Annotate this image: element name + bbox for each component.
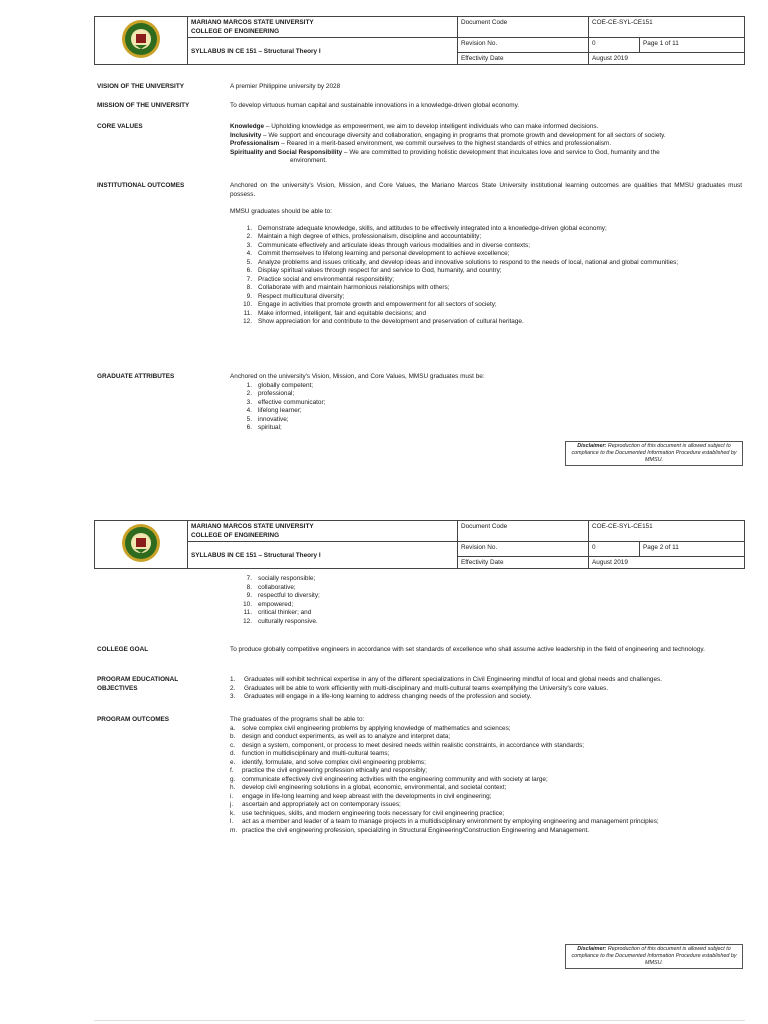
list-item-text: respectful to diversity; [258, 592, 320, 599]
list-marker: 3. [246, 398, 252, 406]
list-item-text: solve complex civil engineering problems by applying knowledge of mathematics and sciences; [242, 724, 511, 732]
list-item-text: innovative; [258, 415, 289, 423]
list-item-text: design and conduct experiments, as well as to analyze and interpret data; [242, 733, 451, 740]
list-item-text: Display spiritual values through respect for and service to God, humanity, and country; [258, 267, 502, 274]
list-marker: g. [230, 775, 236, 783]
list-item [230, 233, 742, 242]
list-marker: 2. [230, 684, 236, 692]
institutional-outcomes-label: INSTITUTIONAL OUTCOMES [97, 182, 185, 189]
list-marker: 12. [243, 617, 252, 625]
list-marker: 1. [230, 676, 236, 683]
page-number: Page 1 of 11 [640, 38, 745, 53]
list-item-text: Collaborate with and maintain harmonious relationships with others; [258, 284, 450, 291]
list-item [230, 733, 742, 742]
list-marker: k. [230, 809, 235, 817]
list-item [230, 390, 742, 399]
list-marker: a. [230, 724, 236, 732]
core-value-item: Professionalism – Reared in a merit-based environment, we commit ourselves to the highest standards of ethics and professionalism. [230, 140, 612, 147]
list-marker: f. [230, 767, 234, 774]
list-item [230, 742, 742, 751]
list-marker: h. [230, 784, 236, 791]
mmsu-seal-icon [121, 523, 161, 563]
disclaimer-label: Disclaimer: [577, 443, 607, 449]
list-item [230, 242, 742, 251]
list-item-text: lifelong learner; [258, 407, 302, 414]
disclaimer-text: Reproduction of this document is allowed subject to compliance to the Documented Information Procedure established by MMSU. [571, 443, 737, 463]
doc-code-value: COE-CE-SYL-CE151 [589, 17, 745, 38]
list-marker: b. [230, 733, 236, 740]
page-number: Page 2 of 11 [640, 542, 745, 557]
graduate-attributes-content [230, 373, 742, 433]
list-item [230, 609, 742, 618]
list-marker: 9. [246, 592, 252, 599]
list-item-text: Commit themselves to lifelong learning and personal development to achieve excellence; [258, 250, 510, 257]
disclaimer-box [565, 441, 743, 466]
disclaimer-text: Reproduction of this document is allowed subject to compliance to the Documented Information Procedure established by MMSU. [571, 946, 737, 966]
list-item-text: Analyze problems and issues critically, and develop ideas and innovative solutions to respond to the needs of local, national and global communities; [258, 258, 679, 266]
list-item-text: engage in life-long learning and keep abreast with the developments in civil engineering; [242, 792, 492, 800]
list-item-text: Communicate effectively and articulate ideas through various modalities and in diverse contexts; [258, 241, 530, 249]
list-marker: 6. [246, 424, 252, 431]
list-marker: 4. [246, 250, 252, 257]
list-item [230, 618, 742, 627]
list-marker: 10. [243, 600, 252, 608]
list-marker: d. [230, 750, 236, 757]
revision-label: Revision No. [458, 542, 589, 557]
list-item [230, 399, 742, 408]
program-outcomes-content [230, 716, 742, 835]
list-item-text: Engage in activities that promote growth and empowerment for all sectors of society; [258, 301, 497, 308]
list-item-text: design a system, component, or process to meet desired needs within realistic constraints, in accordance with standards; [242, 741, 585, 749]
list-marker: i. [230, 792, 234, 800]
list-item [230, 693, 742, 702]
institutional-outcomes-list [230, 225, 742, 327]
list-marker: 7. [246, 275, 252, 283]
list-item [230, 301, 742, 310]
syllabus-title: SYLLABUS IN CE 151 – Structural Theory I [188, 542, 458, 569]
list-item [230, 575, 742, 584]
list-item [230, 250, 742, 259]
mission-text: To develop virtuous human capital and sustainable innovations in a knowledge-driven global economy. [230, 102, 520, 109]
list-marker: 12. [243, 318, 252, 325]
list-item [230, 382, 742, 391]
list-marker: 4. [246, 407, 252, 414]
doc-code-label: Document Code [458, 521, 589, 542]
vision-label: VISION OF THE UNIVERSITY [97, 83, 184, 90]
list-item [230, 676, 742, 685]
college-name: COLLEGE OF ENGINEERING [191, 532, 280, 539]
university-name: MARIANO MARCOS STATE UNIVERSITY [191, 523, 314, 530]
list-item [230, 801, 742, 810]
list-marker: 2. [246, 233, 252, 240]
list-item-text: effective communicator; [258, 398, 326, 406]
list-item-text: socially responsible; [258, 575, 316, 582]
list-item-text: ascertain and appropriately act on contemporary issues; [242, 801, 401, 808]
vision-text: A premier Philippine university by 2028 [230, 83, 341, 90]
list-item [230, 725, 742, 734]
core-values-label: CORE VALUES [97, 123, 143, 130]
peo-label: PROGRAM EDUCATIONAL OBJECTIVES [97, 676, 179, 692]
syllabus-page-1 [0, 0, 768, 490]
list-item [230, 793, 742, 802]
list-item-text: communicate effectively civil engineering activities with the engineering community and with society at large; [242, 775, 548, 783]
list-marker: 7. [246, 575, 252, 582]
graduate-attributes-label: GRADUATE ATTRIBUTES [97, 373, 175, 380]
list-item [230, 424, 742, 433]
list-item-text: Show appreciation for and contribute to the development and preservation of cultural heritage. [258, 318, 524, 325]
list-item-text: culturally responsive. [258, 617, 318, 625]
list-item [230, 827, 742, 836]
revision-label: Revision No. [458, 38, 589, 53]
list-item [230, 267, 742, 276]
list-marker: 1. [246, 224, 252, 232]
graduate-intro: Anchored on the university's Vision, Mission, and Core Values, MMSU graduates must be: [230, 373, 485, 380]
syllabus-page-2 [0, 505, 768, 1024]
list-item-text: collaborative; [258, 583, 296, 591]
institutional-intro: Anchored on the university's Vision, Mission, and Core Values, the Mariano Marcos State University institutional learning outcomes are qualities that MMSU graduates must possess. [230, 182, 742, 198]
list-item-text: Make informed, intelligent, fair and equitable decisions; and [258, 309, 427, 317]
core-value-item: Inclusivity – We support and encourage diversity and collaboration, engaging in programs that promote growth and development for all sectors of society. [230, 131, 666, 139]
list-item-text: Graduates will be able to work efficiently with multi-disciplinary and multi-cultural teams exemplifying the University's core values. [244, 684, 609, 692]
core-value-item: Spirituality and Social Responsibility – We are committed to providing holistic development that inculcates love and service to God, humanity and the [230, 148, 660, 156]
mmsu-seal-icon [121, 19, 161, 59]
list-item-text: identify, formulate, and solve complex civil engineering problems; [242, 758, 426, 766]
document-header [94, 520, 745, 569]
core-value-item: environment. [290, 157, 327, 164]
college-goal-text: To produce globally competitive engineers in accordance with set standards of excellence who shall assume active leadership in the field of engineering and technology. [230, 646, 705, 653]
university-cell [188, 521, 458, 542]
core-value-item: Knowledge – Upholding knowledge as empowerment, we aim to develop intelligent individuals who can make informed decisions. [230, 123, 599, 130]
list-item [230, 818, 742, 827]
list-item-text: critical thinker; and [258, 609, 312, 616]
program-outcomes-label: PROGRAM OUTCOMES [97, 716, 170, 723]
university-logo [95, 17, 188, 65]
list-item-text: Graduates will engage in a life-long learning to address changing needs of the profession and society. [244, 693, 532, 700]
list-item-text: practice the civil engineering profession ethically and responsibly; [242, 767, 428, 774]
effectivity-value: August 2019 [589, 557, 745, 569]
doc-code-label: Document Code [458, 17, 589, 38]
program-outcomes-lead: The graduates of the programs shall be able to: [230, 716, 365, 723]
document-header [94, 16, 745, 65]
list-item [230, 759, 742, 768]
list-marker: 5. [246, 415, 252, 423]
mission-label: MISSION OF THE UNIVERSITY [97, 102, 190, 109]
list-item-text: function in multidisciplinary and multi-cultural teams; [242, 750, 390, 757]
list-item-text: globally competent; [258, 381, 314, 389]
list-item [230, 259, 742, 268]
list-item [230, 592, 742, 601]
list-item-text: empowered; [258, 600, 294, 608]
list-item [230, 416, 742, 425]
list-marker: 11. [243, 309, 252, 317]
university-name: MARIANO MARCOS STATE UNIVERSITY [191, 19, 314, 26]
revision-value: 0 [589, 38, 640, 53]
revision-value: 0 [589, 542, 640, 557]
list-item [230, 293, 742, 302]
list-marker: 5. [246, 258, 252, 266]
list-item-text: spiritual; [258, 424, 282, 431]
list-marker: 9. [246, 292, 252, 300]
program-outcomes-list [230, 725, 742, 836]
list-item [230, 601, 742, 610]
effectivity-value: August 2019 [589, 53, 745, 65]
list-item-text: practice the civil engineering profession, specializing in Structural Engineering/Construction Engineering and Management. [242, 826, 590, 834]
list-item [230, 750, 742, 759]
list-item [230, 810, 742, 819]
university-cell [188, 17, 458, 38]
list-item [230, 276, 742, 285]
list-marker: 8. [246, 284, 252, 291]
list-item [230, 584, 742, 593]
list-item [230, 784, 742, 793]
college-goal-label: COLLEGE GOAL [97, 646, 149, 653]
university-logo [95, 521, 188, 569]
list-item-text: Maintain a high degree of ethics, professionalism, discipline and accountability; [258, 233, 482, 240]
list-marker: c. [230, 741, 235, 749]
list-item-text: Respect multicultural diversity; [258, 292, 345, 300]
list-item [230, 767, 742, 776]
list-item-text: act as a member and leader of a team to manage projects in a multidisciplinary environment by employing engineering and management principles; [242, 818, 659, 825]
core-values-list [230, 123, 742, 166]
list-item-text: professional; [258, 390, 295, 397]
list-item-text: Practice social and environmental responsibility; [258, 275, 395, 283]
disclaimer-box [565, 944, 743, 969]
list-marker: 6. [246, 267, 252, 274]
list-marker: 10. [243, 301, 252, 308]
list-item [230, 776, 742, 785]
list-marker: 11. [243, 609, 252, 616]
list-marker: m. [230, 826, 238, 834]
list-item [230, 318, 742, 327]
effectivity-label: Effectivity Date [458, 53, 589, 65]
list-item [230, 310, 742, 319]
graduate-attributes-list [230, 382, 742, 433]
list-item-text: Graduates will exhibit technical expertise in any of the different specializations in Civil Engineering mindful of local and global needs and challenges. [244, 676, 663, 683]
list-marker: 3. [246, 241, 252, 249]
list-item [230, 407, 742, 416]
list-marker: l. [230, 818, 234, 825]
list-item [230, 284, 742, 293]
list-marker: 3. [230, 693, 236, 700]
list-marker: e. [230, 758, 236, 766]
disclaimer-label: Disclaimer: [577, 946, 607, 952]
list-item-text: Demonstrate adequate knowledge, skills, and attitudes to be effectively integrated into a knowledge-driven global economy; [258, 224, 607, 232]
peo-list [230, 676, 742, 702]
list-marker: 2. [246, 390, 252, 397]
list-marker: 1. [246, 381, 252, 389]
list-marker: 8. [246, 583, 252, 591]
effectivity-label: Effectivity Date [458, 557, 589, 569]
list-item-text: develop civil engineering solutions in a global, economic, environmental, and societal context; [242, 784, 507, 791]
graduate-attributes-list [230, 575, 742, 626]
institutional-lead: MMSU graduates should be able to: [230, 208, 332, 215]
list-item-text: use techniques, skills, and modern engineering tools necessary for civil engineering practice; [242, 809, 505, 817]
list-item [230, 685, 742, 694]
list-marker: j. [230, 801, 234, 808]
page-bottom-divider [94, 1020, 745, 1021]
institutional-outcomes-content [230, 182, 742, 327]
list-item [230, 225, 742, 234]
doc-code-value: COE-CE-SYL-CE151 [589, 521, 745, 542]
syllabus-title: SYLLABUS IN CE 151 – Structural Theory I [188, 38, 458, 65]
college-name: COLLEGE OF ENGINEERING [191, 28, 280, 35]
